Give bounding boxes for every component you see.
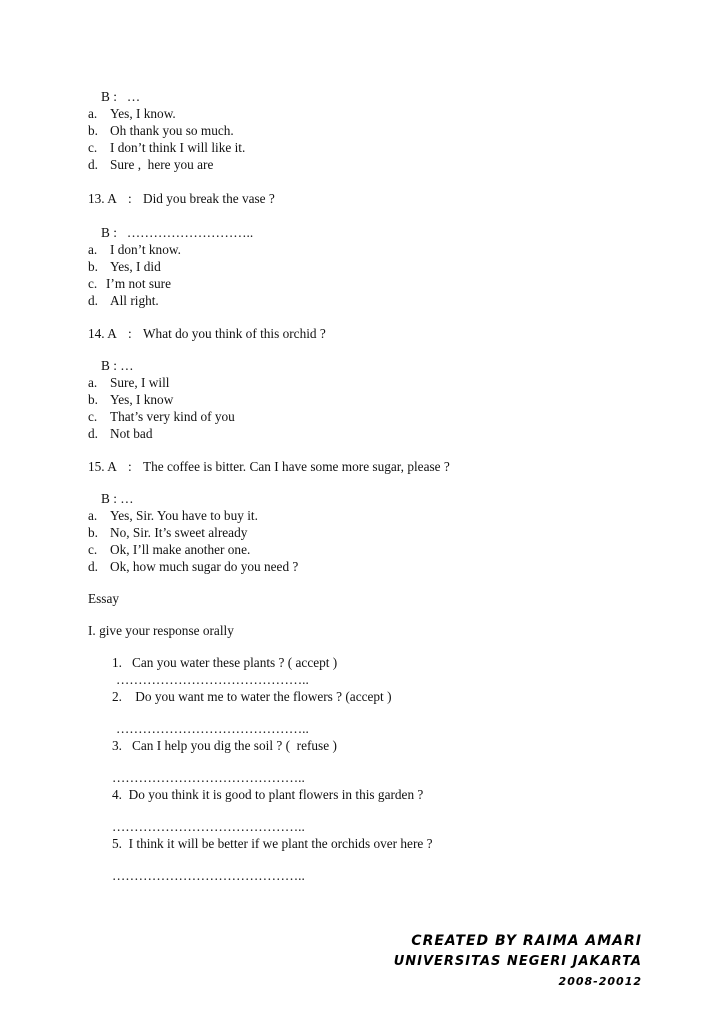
q14-option-b-letter: b. bbox=[88, 392, 98, 407]
q13-option-d-letter: d. bbox=[88, 293, 98, 308]
essay-answer-line-1: …………………………………….. bbox=[116, 672, 309, 687]
q12-option-d-letter: d. bbox=[88, 157, 98, 172]
q12-option-c-letter: c. bbox=[88, 140, 98, 155]
essay-answer-line-2: …………………………………….. bbox=[116, 721, 309, 736]
q14-option-d-text: Not bad bbox=[110, 426, 153, 441]
q14-colon: : bbox=[128, 326, 132, 341]
q14-number: 14. A bbox=[88, 326, 117, 341]
essay-answer-line-5: …………………………………….. bbox=[112, 868, 305, 883]
q14-option-a-letter: a. bbox=[88, 375, 98, 390]
q14-question: What do you think of this orchid ? bbox=[143, 326, 326, 341]
q13-option-c-text: I’m not sure bbox=[106, 276, 171, 291]
q13-colon: : bbox=[128, 191, 132, 206]
q12-option-a-text: Yes, I know. bbox=[110, 106, 176, 121]
q13-question: Did you break the vase ? bbox=[143, 191, 275, 206]
essay-answer-line-4: …………………………………….. bbox=[112, 819, 305, 834]
essay-item-3: 3. Can I help you dig the soil ? ( refuse ) bbox=[112, 738, 337, 753]
q15-b-prompt: B : … bbox=[101, 491, 134, 506]
essay-item-1: 1. Can you water these plants ? ( accept ) bbox=[112, 655, 338, 670]
q15-option-a-text: Yes, Sir. You have to buy it. bbox=[110, 508, 258, 523]
q15-colon: : bbox=[128, 459, 132, 474]
q15-option-b-text: No, Sir. It’s sweet already bbox=[110, 525, 248, 540]
footer-credit-author: CREATED BY RAIMA AMARI bbox=[411, 933, 642, 949]
q14-b-prompt: B : … bbox=[101, 358, 134, 373]
essay-item-5: 5. I think it will be better if we plant the orchids over here ? bbox=[112, 836, 433, 851]
q15-question: The coffee is bitter. Can I have some more sugar, please ? bbox=[143, 459, 450, 474]
q12-b-prompt: B : … bbox=[101, 89, 141, 104]
q14-option-d-letter: d. bbox=[88, 426, 98, 441]
essay-instruction: I. give your response orally bbox=[88, 623, 234, 638]
q13-option-b-letter: b. bbox=[88, 259, 98, 274]
q14-option-a-text: Sure, I will bbox=[110, 375, 170, 390]
q13-b-prompt: B : ……………………….. bbox=[101, 225, 254, 240]
q15-option-a-letter: a. bbox=[88, 508, 98, 523]
q14-option-b-text: Yes, I know bbox=[110, 392, 174, 407]
q14-option-c-letter: c. bbox=[88, 409, 98, 424]
essay-item-2: 2. Do you want me to water the flowers ? (accept ) bbox=[112, 689, 392, 704]
footer-credit-university: UNIVERSITAS NEGERI JAKARTA bbox=[393, 954, 642, 969]
q13-option-b-text: Yes, I did bbox=[110, 259, 161, 274]
q15-option-c-letter: c. bbox=[88, 542, 98, 557]
q12-option-a-letter: a. bbox=[88, 106, 98, 121]
q15-number: 15. A bbox=[88, 459, 117, 474]
q12-option-c-text: I don’t think I will like it. bbox=[110, 140, 246, 155]
q13-number: 13. A bbox=[88, 191, 117, 206]
essay-answer-line-3: …………………………………….. bbox=[112, 770, 305, 785]
essay-item-4: 4. Do you think it is good to plant flowers in this garden ? bbox=[112, 787, 424, 802]
q13-option-d-text: All right. bbox=[110, 293, 159, 308]
q13-option-a-letter: a. bbox=[88, 242, 98, 257]
q13-option-c-letter: c. bbox=[88, 276, 98, 291]
q15-option-c-text: Ok, I’ll make another one. bbox=[110, 542, 251, 557]
q12-option-d-text: Sure , here you are bbox=[110, 157, 214, 172]
q12-option-b-letter: b. bbox=[88, 123, 98, 138]
q15-option-d-letter: d. bbox=[88, 559, 98, 574]
q14-option-c-text: That’s very kind of you bbox=[110, 409, 235, 424]
q12-option-b-text: Oh thank you so much. bbox=[110, 123, 234, 138]
footer-credit-years: 2008-20012 bbox=[558, 975, 642, 988]
q13-option-a-text: I don’t know. bbox=[110, 242, 181, 257]
essay-heading: Essay bbox=[88, 591, 120, 606]
q15-option-b-letter: b. bbox=[88, 525, 98, 540]
q15-option-d-text: Ok, how much sugar do you need ? bbox=[110, 559, 299, 574]
